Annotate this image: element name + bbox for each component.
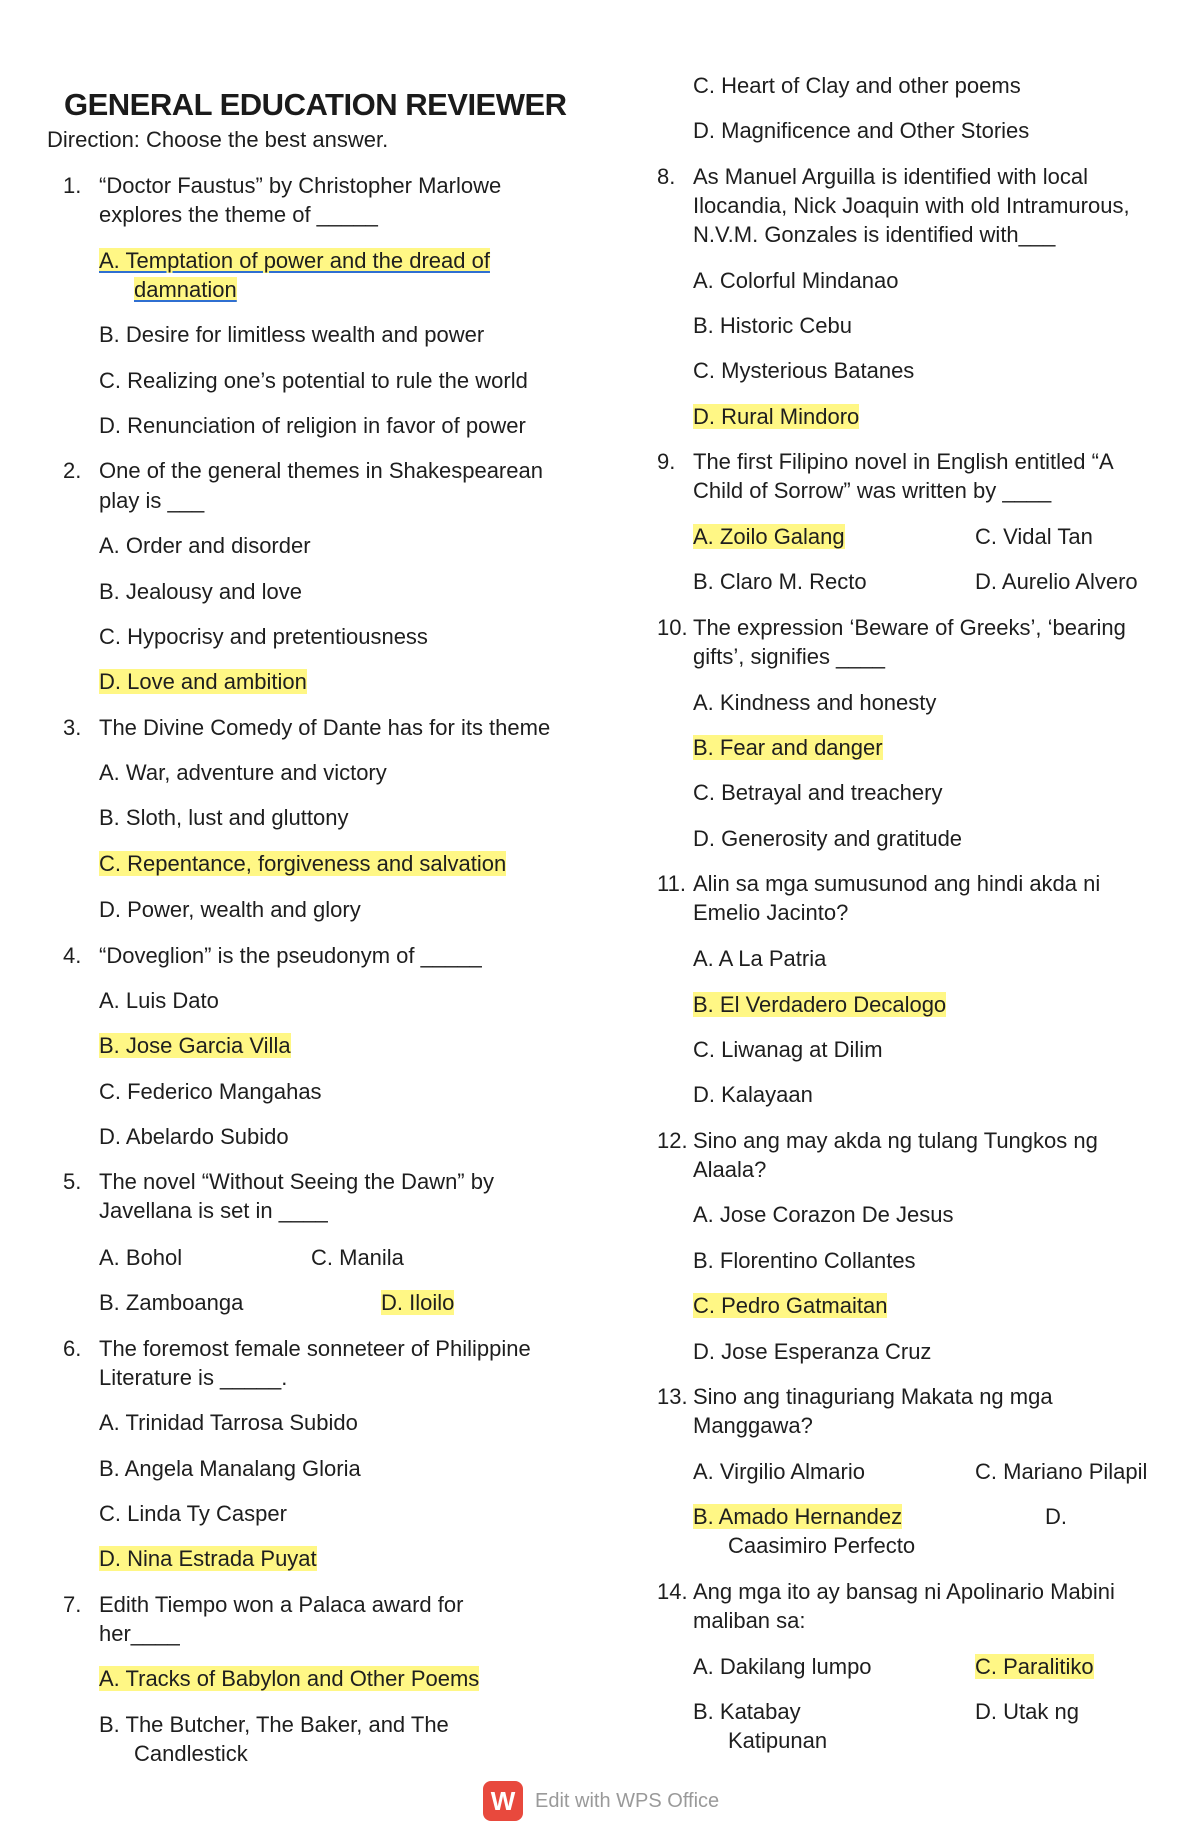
answer-highlighted-line [99, 1664, 479, 1693]
text-line: Ang mga ito ay bansag ni Apolinario Mabini [693, 1579, 1115, 1604]
text-line: 7. [63, 1592, 82, 1617]
text-line: 3. [63, 715, 82, 740]
text-line: B. Katabay [693, 1699, 801, 1724]
answer-highlighted-line [381, 1288, 454, 1317]
text-line: C. Mariano Pilapil [975, 1459, 1148, 1484]
text-line: C. Hypocrisy and pretentiousness [99, 624, 428, 649]
text-line: Katipunan [728, 1728, 828, 1753]
text-line: maliban sa: [693, 1608, 806, 1633]
text-line: D. Renunciation of religion in favor of power [99, 413, 526, 438]
highlight: B. El Verdadero Decalogo [693, 992, 947, 1017]
text-line: Sino ang tinaguriang Makata ng mga [693, 1384, 1053, 1409]
text-line: D. Jose Esperanza Cruz [693, 1339, 932, 1364]
text-line: 5. [63, 1169, 82, 1194]
answer-highlighted-line [975, 1652, 1094, 1681]
text-line: Literature is _____. [99, 1365, 288, 1390]
text-line: One of the general themes in Shakespearean [99, 458, 543, 483]
text-line: Manggawa? [693, 1413, 813, 1438]
highlight: C. Paralitiko [975, 1654, 1094, 1679]
text-line: A. Virgilio Almario [693, 1459, 865, 1484]
text-line: The Divine Comedy of Dante has for its theme [99, 715, 551, 740]
text-line: C. Liwanag at Dilim [693, 1037, 883, 1062]
text-line: 8. [657, 164, 676, 189]
text-line: A. Colorful Mindanao [693, 268, 899, 293]
highlight: C. Repentance, forgiveness and salvation [99, 851, 507, 876]
text-line: B. The Butcher, The Baker, and The [99, 1712, 449, 1737]
text-line: Ilocandia, Nick Joaquin with old Intramurous, [693, 193, 1130, 218]
text-line: D. Magnificence and Other Stories [693, 118, 1030, 143]
text-line: C. Vidal Tan [975, 524, 1093, 549]
text-line: B. Zamboanga [99, 1290, 244, 1315]
highlight: D. Iloilo [381, 1290, 455, 1315]
answer-highlighted-line [693, 733, 883, 762]
text-line: 2. [63, 458, 82, 483]
highlight: B. Fear and danger [693, 735, 883, 760]
text-line: B. Claro M. Recto [693, 569, 867, 594]
text-line: A. Dakilang lumpo [693, 1654, 872, 1679]
answer-highlighted-line [693, 1502, 902, 1531]
text-line: her____ [99, 1621, 180, 1646]
text-line: A. Kindness and honesty [693, 690, 937, 715]
text-line: Javellana is set in ____ [99, 1198, 328, 1223]
text-line: D. Power, wealth and glory [99, 897, 361, 922]
text-line: A. A La Patria [693, 946, 827, 971]
text-line: Alaala? [693, 1157, 767, 1182]
text-line: 9. [657, 449, 676, 474]
text-line: “Doveglion” is the pseudonym of _____ [99, 943, 482, 968]
answer-highlighted-line [99, 1544, 317, 1573]
text-line: C. Heart of Clay and other poems [693, 73, 1021, 98]
wps-logo-icon: W [483, 1781, 523, 1821]
text-line: B. Jealousy and love [99, 579, 303, 604]
text-line: Candlestick [134, 1741, 248, 1766]
answer-highlighted-line [99, 1031, 291, 1060]
highlight: D. Nina Estrada Puyat [99, 1546, 317, 1571]
text-line: Direction: Choose the best answer. [47, 127, 389, 152]
text-line: A. Luis Dato [99, 988, 219, 1013]
text-line: D. Abelardo Subido [99, 1124, 289, 1149]
text-line: 6. [63, 1336, 82, 1361]
text-line: N.V.M. Gonzales is identified with___ [693, 222, 1056, 247]
text-line: D. Kalayaan [693, 1082, 813, 1107]
answer-highlighted-line [99, 667, 307, 696]
text-line: The foremost female sonneteer of Philippine [99, 1336, 531, 1361]
highlight: B. Jose Garcia Villa [99, 1033, 291, 1058]
wps-footer-label: Edit with WPS Office [535, 1789, 720, 1812]
text-line: As Manuel Arguilla is identified with local [693, 164, 1088, 189]
text-line: The expression ‘Beware of Greeks’, ‘bearing [693, 615, 1126, 640]
text-line: C. Mysterious Batanes [693, 358, 915, 383]
text-line: A. War, adventure and victory [99, 760, 387, 785]
text-line: The novel “Without Seeing the Dawn” by [99, 1169, 494, 1194]
highlight: damnation [134, 277, 237, 302]
answer-highlighted-line [134, 275, 237, 304]
text-line: 12. [657, 1128, 688, 1153]
text-line: The first Filipino novel in English entitled “A [693, 449, 1114, 474]
text-line: C. Federico Mangahas [99, 1079, 322, 1104]
text-line: 11. [657, 871, 686, 896]
text-line: C. Betrayal and treachery [693, 780, 943, 805]
answer-highlighted-line [693, 402, 859, 431]
text-line: Sino ang may akda ng tulang Tungkos ng [693, 1128, 1098, 1153]
text-line: Emelio Jacinto? [693, 900, 849, 925]
text-line: A. Jose Corazon De Jesus [693, 1202, 954, 1227]
text-line: B. Florentino Collantes [693, 1248, 916, 1273]
text-line: Alin sa mga sumusunod ang hindi akda ni [693, 871, 1101, 896]
text-line: 14. [657, 1579, 688, 1604]
text-line: A. Order and disorder [99, 533, 311, 558]
text-line: D. [1045, 1504, 1067, 1529]
wps-footer[interactable] [483, 1781, 719, 1821]
text-line: Edith Tiempo won a Palaca award for [99, 1592, 464, 1617]
highlight: D. Rural Mindoro [693, 404, 860, 429]
answer-highlighted-line [99, 246, 490, 275]
text-line: B. Historic Cebu [693, 313, 852, 338]
text-line: play is ___ [99, 488, 205, 513]
answer-highlighted-line [693, 1291, 887, 1320]
page-title: GENERAL EDUCATION REVIEWER [64, 87, 567, 122]
answer-highlighted-line [693, 990, 946, 1019]
text-line: B. Desire for limitless wealth and power [99, 322, 485, 347]
text-line: D. Aurelio Alvero [975, 569, 1138, 594]
text-line: A. Trinidad Tarrosa Subido [99, 1410, 358, 1435]
text-line: C. Realizing one’s potential to rule the world [99, 368, 528, 393]
highlight: A. Zoilo Galang [693, 524, 845, 549]
highlight: A. Tracks of Babylon and Other Poems [99, 1666, 480, 1691]
text-line: Caasimiro Perfecto [728, 1533, 916, 1558]
text-line: 1. [63, 173, 82, 198]
text-line: gifts’, signifies ____ [693, 644, 885, 669]
text-line: B. Angela Manalang Gloria [99, 1456, 361, 1481]
text-line: “Doctor Faustus” by Christopher Marlowe [99, 173, 502, 198]
text-line: explores the theme of _____ [99, 202, 378, 227]
text-line: 13. [657, 1384, 688, 1409]
answer-highlighted-line [693, 522, 845, 551]
text-line: D. Utak ng [975, 1699, 1079, 1724]
text-line: B. Sloth, lust and gluttony [99, 805, 349, 830]
text-line: 10. [657, 615, 688, 640]
highlight: B. Amado Hernandez [693, 1504, 903, 1529]
text-line: A. Bohol [99, 1245, 183, 1270]
text-line: D. Generosity and gratitude [693, 826, 963, 851]
text-line: C. Linda Ty Casper [99, 1501, 287, 1526]
highlight: A. Temptation of power and the dread of [99, 248, 490, 273]
highlight: D. Love and ambition [99, 669, 307, 694]
highlight: C. Pedro Gatmaitan [693, 1293, 888, 1318]
text-line: Child of Sorrow” was written by ____ [693, 478, 1052, 503]
text-line: 4. [63, 943, 82, 968]
answer-highlighted-line [99, 849, 506, 878]
text-line: C. Manila [311, 1245, 404, 1270]
